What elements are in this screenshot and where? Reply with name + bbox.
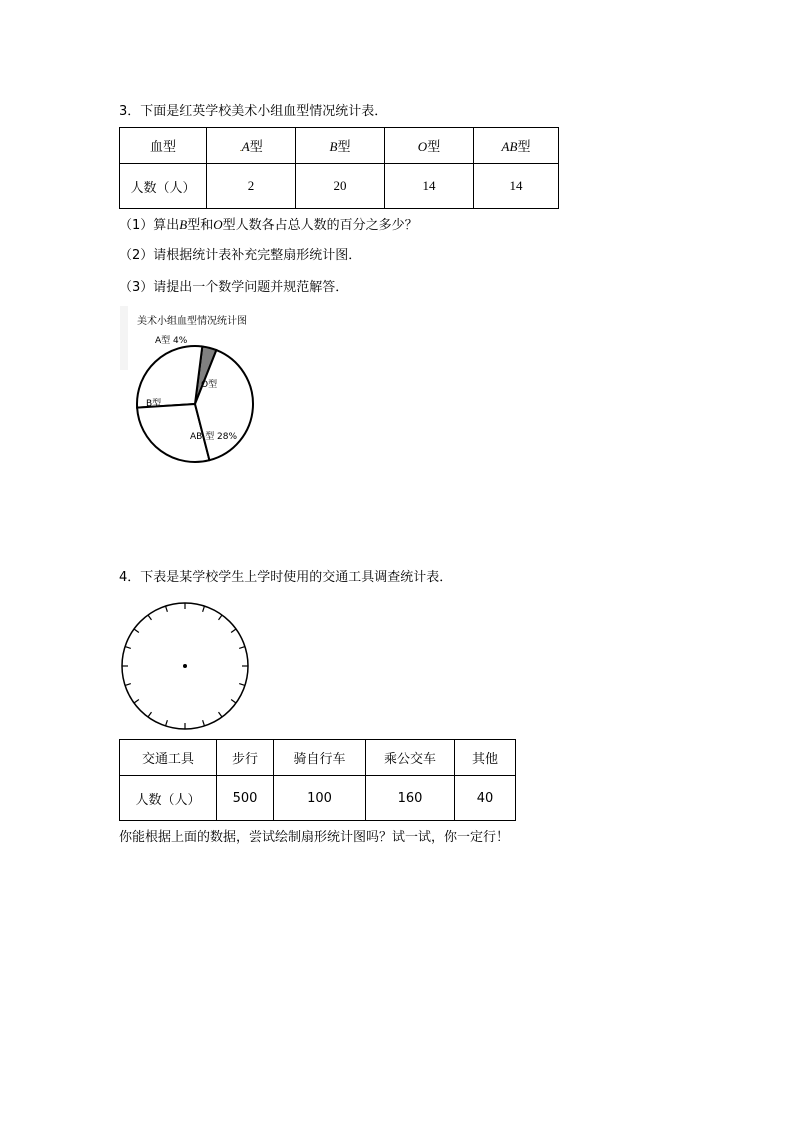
- bike-header: 骑自行车: [274, 740, 366, 776]
- dial-center-dot: [183, 664, 187, 668]
- count-a: 2: [207, 164, 296, 209]
- sub-question-3: （3）请提出一个数学问题并规范解答．: [119, 280, 349, 295]
- walk-count: 500: [217, 776, 274, 821]
- empty-circle-dial: [115, 596, 255, 736]
- count-ab: 14: [474, 164, 559, 209]
- pie-label-a: A型 4%: [155, 336, 188, 346]
- dial-tick: [219, 615, 223, 620]
- blood-type-header: 血型: [120, 128, 207, 164]
- other-header: 其他: [455, 740, 516, 776]
- count-b: 20: [296, 164, 385, 209]
- dial-tick: [134, 629, 139, 633]
- transport-header: 交通工具: [120, 740, 217, 776]
- bike-count: 100: [274, 776, 366, 821]
- pie-label-b: B型: [146, 399, 162, 409]
- question-4-title: 4．下表是某学校学生上学时使用的交通工具调查统计表．: [119, 570, 453, 585]
- sub-question-2: （2）请根据统计表补充完整扇形统计图．: [119, 248, 362, 263]
- blood-type-b-header: B型: [296, 128, 385, 164]
- other-count: 40: [455, 776, 516, 821]
- dial-tick: [231, 629, 236, 633]
- transport-table: [119, 739, 516, 821]
- transport-count-header: 人数（人）: [120, 776, 217, 821]
- dial-tick: [239, 647, 245, 649]
- dial-tick: [203, 606, 205, 612]
- dial-tick: [203, 720, 205, 726]
- dial-tick: [219, 712, 223, 717]
- walk-header: 步行: [217, 740, 274, 776]
- dial-tick: [166, 606, 168, 612]
- chart-title: 美术小组血型情况统计图: [137, 316, 247, 327]
- count-o: 14: [385, 164, 474, 209]
- pie-label-o: O型: [201, 380, 218, 390]
- bus-header: 乘公交车: [366, 740, 455, 776]
- question-4-footer: 你能根据上面的数据，尝试绘制扇形统计图吗？试一试，你一定行！: [119, 830, 510, 845]
- blood-type-a-header: .A型: [207, 128, 296, 164]
- blood-type-ab-header: AB型: [474, 128, 559, 164]
- blood-type-table: [119, 127, 559, 209]
- dial-tick: [148, 712, 152, 717]
- count-header: 人数（人）: [120, 164, 207, 209]
- pie-label-ab: AB 型 28%: [190, 432, 238, 442]
- dial-tick: [125, 684, 131, 686]
- dial-tick: [134, 700, 139, 704]
- dial-tick: [148, 615, 152, 620]
- dial-tick: [239, 684, 245, 686]
- bus-count: 160: [366, 776, 455, 821]
- blood-type-o-header: O型: [385, 128, 474, 164]
- dial-tick: [231, 700, 236, 704]
- sub-question-1: （1）算出B型和O型人数各占总人数的百分之多少？: [119, 217, 418, 233]
- dial-tick: [125, 647, 131, 649]
- question-3-title: 3．下面是红英学校美术小组血型情况统计表．: [119, 104, 388, 119]
- blood-type-pie-chart: [125, 325, 275, 475]
- dial-tick: [166, 720, 168, 726]
